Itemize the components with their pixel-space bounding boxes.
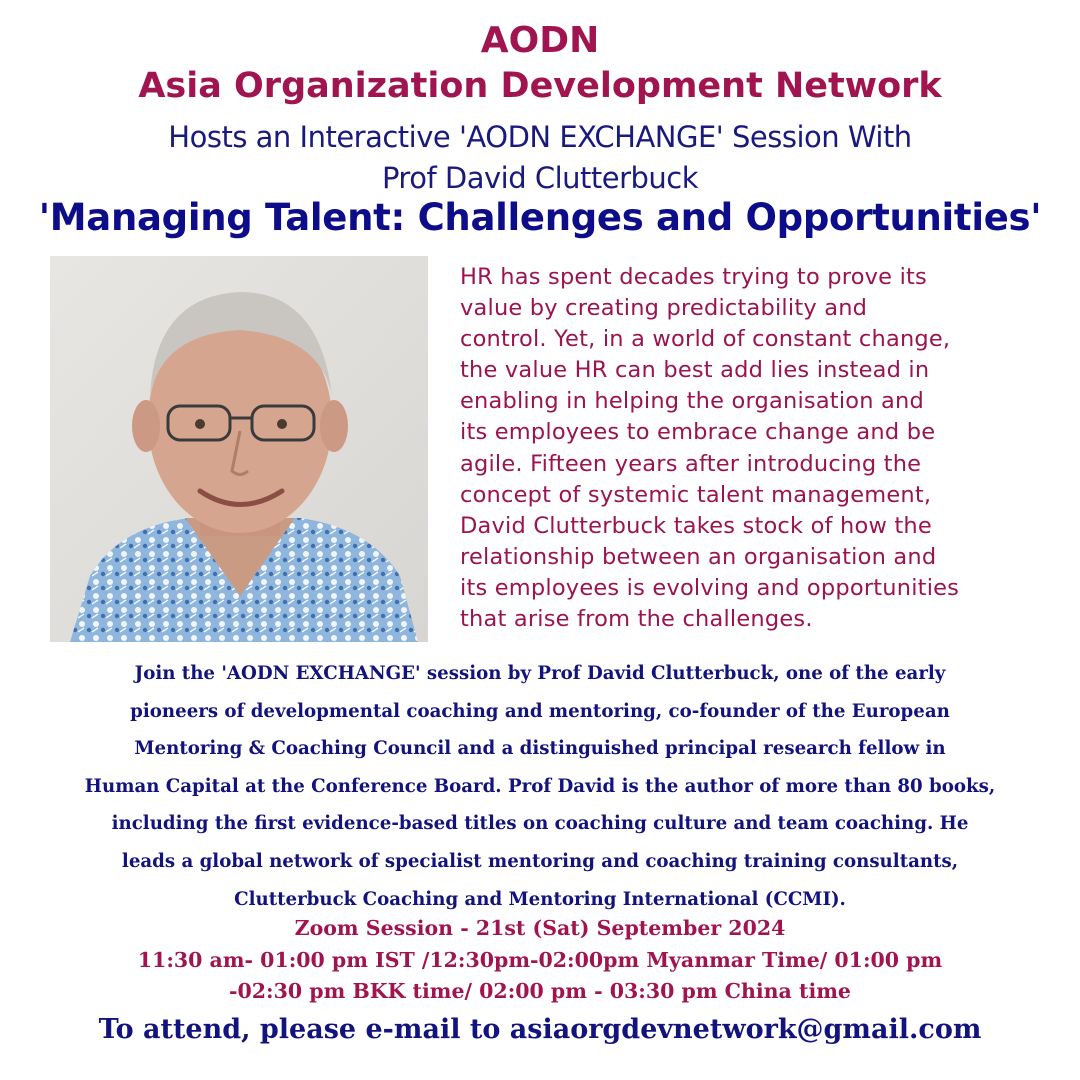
bio-line: Mentoring & Coaching Council and a distinguished principal research fellow in: [134, 738, 946, 760]
event-date: Zoom Session - 21st (Sat) September 2024: [294, 916, 786, 940]
host-line: Hosts an Interactive 'AODN EXCHANGE' Session With: [168, 120, 912, 154]
bio-line: pioneers of developmental coaching and mentoring, co-founder of the European: [130, 700, 950, 722]
bio-line: leads a global network of specialist mentoring and coaching training consultants,: [121, 850, 959, 872]
event-time: 11:30 am- 01:00 pm IST /12:30pm-02:00pm Myanmar Time/ 01:00 pm: [137, 947, 943, 972]
bio-line: Human Capital at the Conference Board. Prof David is the author of more than 80 books,: [84, 775, 996, 797]
speaker-bio: [0, 655, 1080, 918]
abstract-line: enabling in helping the organisation and: [460, 388, 924, 415]
session-title: 'Managing Talent: Challenges and Opportunities': [38, 196, 1042, 239]
abstract-line: its employees to embrace change and be: [460, 419, 936, 446]
event-details: [0, 913, 1080, 1008]
bio-line: Clutterbuck Coaching and Mentoring International (CCMI).: [234, 888, 846, 910]
abstract-line: that arise from the challenges.: [460, 606, 813, 633]
bio-line: Join the 'AODN EXCHANGE' session by Prof David Clutterbuck, one of the early: [134, 663, 946, 684]
contact-email[interactable]: To attend, please e-mail to asiaorgdevnetwork@gmail.com: [98, 1014, 982, 1045]
abstract-line: the value HR can best add lies instead in: [460, 357, 930, 384]
abstract-line: agile. Fifteen years after introducing the: [460, 450, 922, 477]
speaker-photo: [50, 256, 428, 642]
abstract-line: relationship between an organisation and: [460, 543, 937, 570]
abstract-line: David Clutterbuck takes stock of how the: [460, 512, 932, 539]
abstract-line: HR has spent decades trying to prove its: [460, 264, 927, 290]
event-time: -02:30 pm BKK time/ 02:00 pm - 03:30 pm China time: [229, 979, 851, 1003]
org-name: Asia Organization Development Network: [138, 66, 942, 106]
speaker-name: Prof David Clutterbuck: [381, 161, 699, 195]
bio-line: including the first evidence-based titles on coaching culture and team coaching. He: [111, 813, 969, 835]
session-abstract: [460, 262, 1060, 635]
abstract-line: its employees is evolving and opportunities: [460, 574, 960, 601]
org-acronym: AODN: [480, 20, 600, 61]
abstract-line: concept of systemic talent management,: [460, 481, 932, 508]
abstract-line: value by creating predictability and: [460, 295, 868, 322]
abstract-line: control. Yet, in a world of constant change,: [460, 326, 951, 353]
